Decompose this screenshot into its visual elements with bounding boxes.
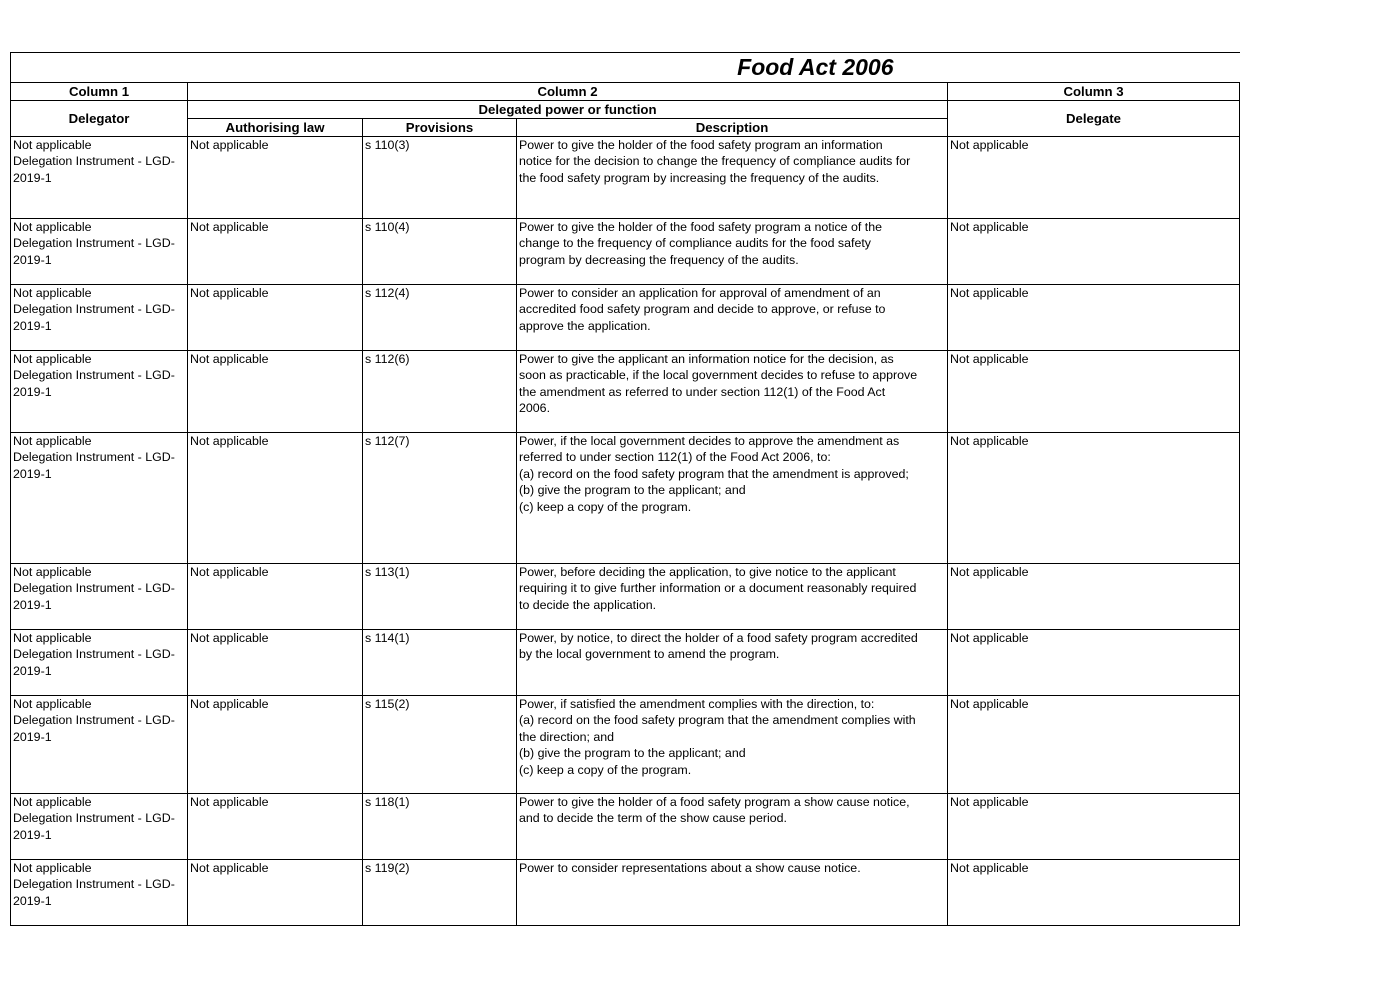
table-row bbox=[11, 285, 1240, 351]
provisions-header: Provisions bbox=[363, 119, 517, 137]
delegate-cell: Not applicable bbox=[948, 433, 1240, 564]
page-title: Food Act 2006 bbox=[11, 53, 1240, 83]
delegate-cell: Not applicable bbox=[948, 794, 1240, 860]
provision-cell: s 110(3) bbox=[363, 137, 517, 219]
table-row bbox=[11, 433, 1240, 564]
description-cell: Power, before deciding the application, to give notice to the applicant requiring it to give further information or a document reasonably required to decide the application. bbox=[517, 564, 948, 630]
description-cell: Power, if the local government decides to approve the amendment as referred to under section 112(1) of the Food Act 2006, to: (a) record on the food safety program that the amendment is approved; (b) give the program to the applicant; and (c) keep a copy of the program. bbox=[517, 433, 948, 564]
description-cell: Power to give the holder of the food safety program a notice of the change to the frequency of compliance audits for the food safety program by decreasing the frequency of the audits. bbox=[517, 219, 948, 285]
delegate-cell: Not applicable bbox=[948, 630, 1240, 696]
delegate-cell: Not applicable bbox=[948, 351, 1240, 433]
description-cell: Power to give the holder of a food safety program a show cause notice, and to decide the term of the show cause period. bbox=[517, 794, 948, 860]
delegator-cell: Not applicable Delegation Instrument - LGD- 2019-1 bbox=[11, 351, 188, 433]
authorising-law-cell: Not applicable bbox=[188, 219, 363, 285]
table-row bbox=[11, 219, 1240, 285]
delegate-cell: Not applicable bbox=[948, 285, 1240, 351]
authorising-law-cell: Not applicable bbox=[188, 137, 363, 219]
table-row bbox=[11, 860, 1240, 926]
instrument-text: Delegation Instrument - LGD- 2019-1 bbox=[13, 713, 175, 744]
instrument-text: Delegation Instrument - LGD- 2019-1 bbox=[13, 647, 175, 678]
delegator-cell: Not applicable Delegation Instrument - LGD- 2019-1 bbox=[11, 564, 188, 630]
description-cell: Power to give the holder of the food safety program an information notice for the decision to change the frequency of compliance audits for the food safety program by increasing the frequency of the audits. bbox=[517, 137, 948, 219]
instrument-text: Delegation Instrument - LGD- 2019-1 bbox=[13, 236, 175, 267]
instrument-text: Delegation Instrument - LGD- 2019-1 bbox=[13, 450, 175, 481]
authorising-law-header: Authorising law bbox=[188, 119, 363, 137]
column-2-header: Column 2 bbox=[188, 83, 948, 101]
instrument-text: Delegation Instrument - LGD- 2019-1 bbox=[13, 877, 175, 908]
instrument-text: Delegation Instrument - LGD- 2019-1 bbox=[13, 811, 175, 842]
authorising-law-cell: Not applicable bbox=[188, 860, 363, 926]
delegator-cell: Not applicable Delegation Instrument - LGD- 2019-1 bbox=[11, 860, 188, 926]
delegator-cell: Not applicable Delegation Instrument - LGD- 2019-1 bbox=[11, 696, 188, 794]
table-row bbox=[11, 137, 1240, 219]
provision-cell: s 112(7) bbox=[363, 433, 517, 564]
provision-cell: s 119(2) bbox=[363, 860, 517, 926]
delegate-cell: Not applicable bbox=[948, 137, 1240, 219]
table-row bbox=[11, 696, 1240, 794]
delegator-cell: Not applicable Delegation Instrument - LGD- 2019-1 bbox=[11, 219, 188, 285]
provision-cell: s 118(1) bbox=[363, 794, 517, 860]
description-cell: Power to consider an application for approval of amendment of an accredited food safety program and decide to approve, or refuse to approve the application. bbox=[517, 285, 948, 351]
instrument-text: Delegation Instrument - LGD- 2019-1 bbox=[13, 302, 175, 333]
provision-cell: s 113(1) bbox=[363, 564, 517, 630]
provision-cell: s 115(2) bbox=[363, 696, 517, 794]
delegator-cell: Not applicable Delegation Instrument - LGD- 2019-1 bbox=[11, 433, 188, 564]
authorising-law-cell: Not applicable bbox=[188, 433, 363, 564]
instrument-text: Delegation Instrument - LGD- 2019-1 bbox=[13, 581, 175, 612]
table-row bbox=[11, 794, 1240, 860]
delegator-cell: Not applicable Delegation Instrument - LGD- 2019-1 bbox=[11, 285, 188, 351]
table-row bbox=[11, 351, 1240, 433]
authorising-law-cell: Not applicable bbox=[188, 351, 363, 433]
instrument-text: Delegation Instrument - LGD- 2019-1 bbox=[13, 154, 175, 185]
authorising-law-cell: Not applicable bbox=[188, 564, 363, 630]
delegate-cell: Not applicable bbox=[948, 860, 1240, 926]
delegate-cell: Not applicable bbox=[948, 564, 1240, 630]
delegation-table bbox=[10, 52, 1240, 926]
description-header: Description bbox=[517, 119, 948, 137]
column-1-header: Column 1 bbox=[11, 83, 188, 101]
column-3-header: Column 3 bbox=[948, 83, 1240, 101]
delegate-cell: Not applicable bbox=[948, 696, 1240, 794]
delegate-cell: Not applicable bbox=[948, 219, 1240, 285]
instrument-text: Delegation Instrument - LGD- 2019-1 bbox=[13, 368, 175, 399]
provision-cell: s 112(4) bbox=[363, 285, 517, 351]
table-row bbox=[11, 564, 1240, 630]
provision-cell: s 114(1) bbox=[363, 630, 517, 696]
delegator-cell: Not applicable Delegation Instrument - LGD- 2019-1 bbox=[11, 794, 188, 860]
authorising-law-cell: Not applicable bbox=[188, 794, 363, 860]
description-cell: Power to consider representations about a show cause notice. bbox=[517, 860, 948, 926]
delegated-power-header: Delegated power or function bbox=[188, 101, 948, 119]
description-cell: Power, if satisfied the amendment complies with the direction, to: (a) record on the food safety program that the amendment complies with the direction; and (b) give the program to the applicant; and (c) keep a copy of the program. bbox=[517, 696, 948, 794]
table-row bbox=[11, 630, 1240, 696]
authorising-law-cell: Not applicable bbox=[188, 285, 363, 351]
provision-cell: s 110(4) bbox=[363, 219, 517, 285]
description-cell: Power to give the applicant an information notice for the decision, as soon as practicable, if the local government decides to refuse to approve the amendment as referred to under section 112(1) of the Food Act 2006. bbox=[517, 351, 948, 433]
delegator-cell: Not applicable Delegation Instrument - LGD- 2019-1 bbox=[11, 630, 188, 696]
delegation-sheet bbox=[10, 52, 1239, 926]
provision-cell: s 112(6) bbox=[363, 351, 517, 433]
authorising-law-cell: Not applicable bbox=[188, 696, 363, 794]
delegate-header: Delegate bbox=[948, 101, 1240, 137]
authorising-law-cell: Not applicable bbox=[188, 630, 363, 696]
delegator-header: Delegator bbox=[11, 101, 188, 137]
delegator-cell: Not applicable Delegation Instrument - LGD- 2019-1 bbox=[11, 137, 188, 219]
description-cell: Power, by notice, to direct the holder of a food safety program accredited by the local government to amend the program. bbox=[517, 630, 948, 696]
